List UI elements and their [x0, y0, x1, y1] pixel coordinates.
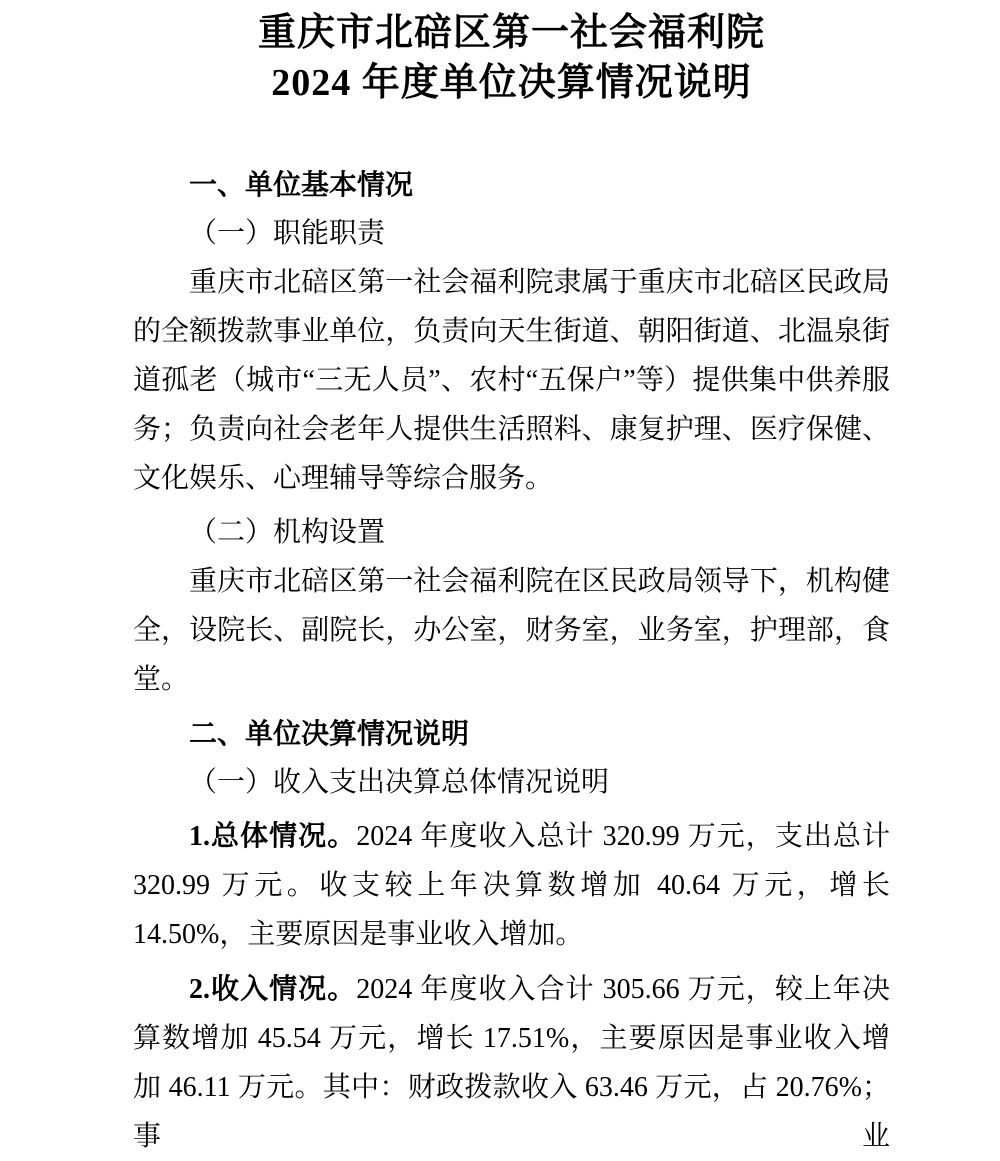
- paragraph-structure: 重庆市北碚区第一社会福利院在区民政局领导下，机构健全，设院长、副院长，办公室，财务室，业务室，护理部，食堂。: [133, 566, 890, 695]
- document-title-line-1: 重庆市北碚区第一社会福利院: [257, 12, 765, 54]
- paragraph-income: [133, 965, 890, 1161]
- section-1-heading: 一、单位基本情况: [189, 169, 414, 200]
- document-title-line-2: 2024 年度单位决算情况说明: [271, 62, 752, 104]
- paragraph-income-label: 2.收入情况。: [189, 974, 357, 1005]
- section-1-1-subheading: （一）职能职责: [189, 218, 386, 249]
- paragraph-income-text: 2024 年度收入合计 305.66 万元，较上年决算数增加 45.54 万元，增长 17.51%，主要原因是事业收入增加 46.11 万元。其中：财政拨款收入 63.46 万元，占 20.76%；事业: [133, 974, 890, 1152]
- section-2-1-subheading: （一）收入支出决算总体情况说明: [189, 767, 610, 798]
- paragraph-overall-label: 1.总体情况。: [189, 821, 357, 852]
- section-1-2-subheading: （二）机构设置: [189, 517, 386, 548]
- document-title: [133, 8, 890, 108]
- paragraph-overall-text: 2024 年度收入总计 320.99 万元，支出总计 320.99 万元。收支较上年决算数增加 40.64 万元，增长 14.50%，主要原因是事业收入增加。: [133, 821, 890, 950]
- paragraph-overall: [133, 812, 890, 959]
- section-2-heading: 二、单位决算情况说明: [189, 718, 470, 749]
- paragraph-duties: 重庆市北碚区第一社会福利院隶属于重庆市北碚区民政局的全额拨款事业单位，负责向天生街道、朝阳街道、北温泉街道孤老（城市“三无人员”、农村“五保户”等）提供集中供养服务；负责向社会老年人提供生活照料、康复护理、医疗保健、文化娱乐、心理辅导等综合服务。: [133, 267, 890, 494]
